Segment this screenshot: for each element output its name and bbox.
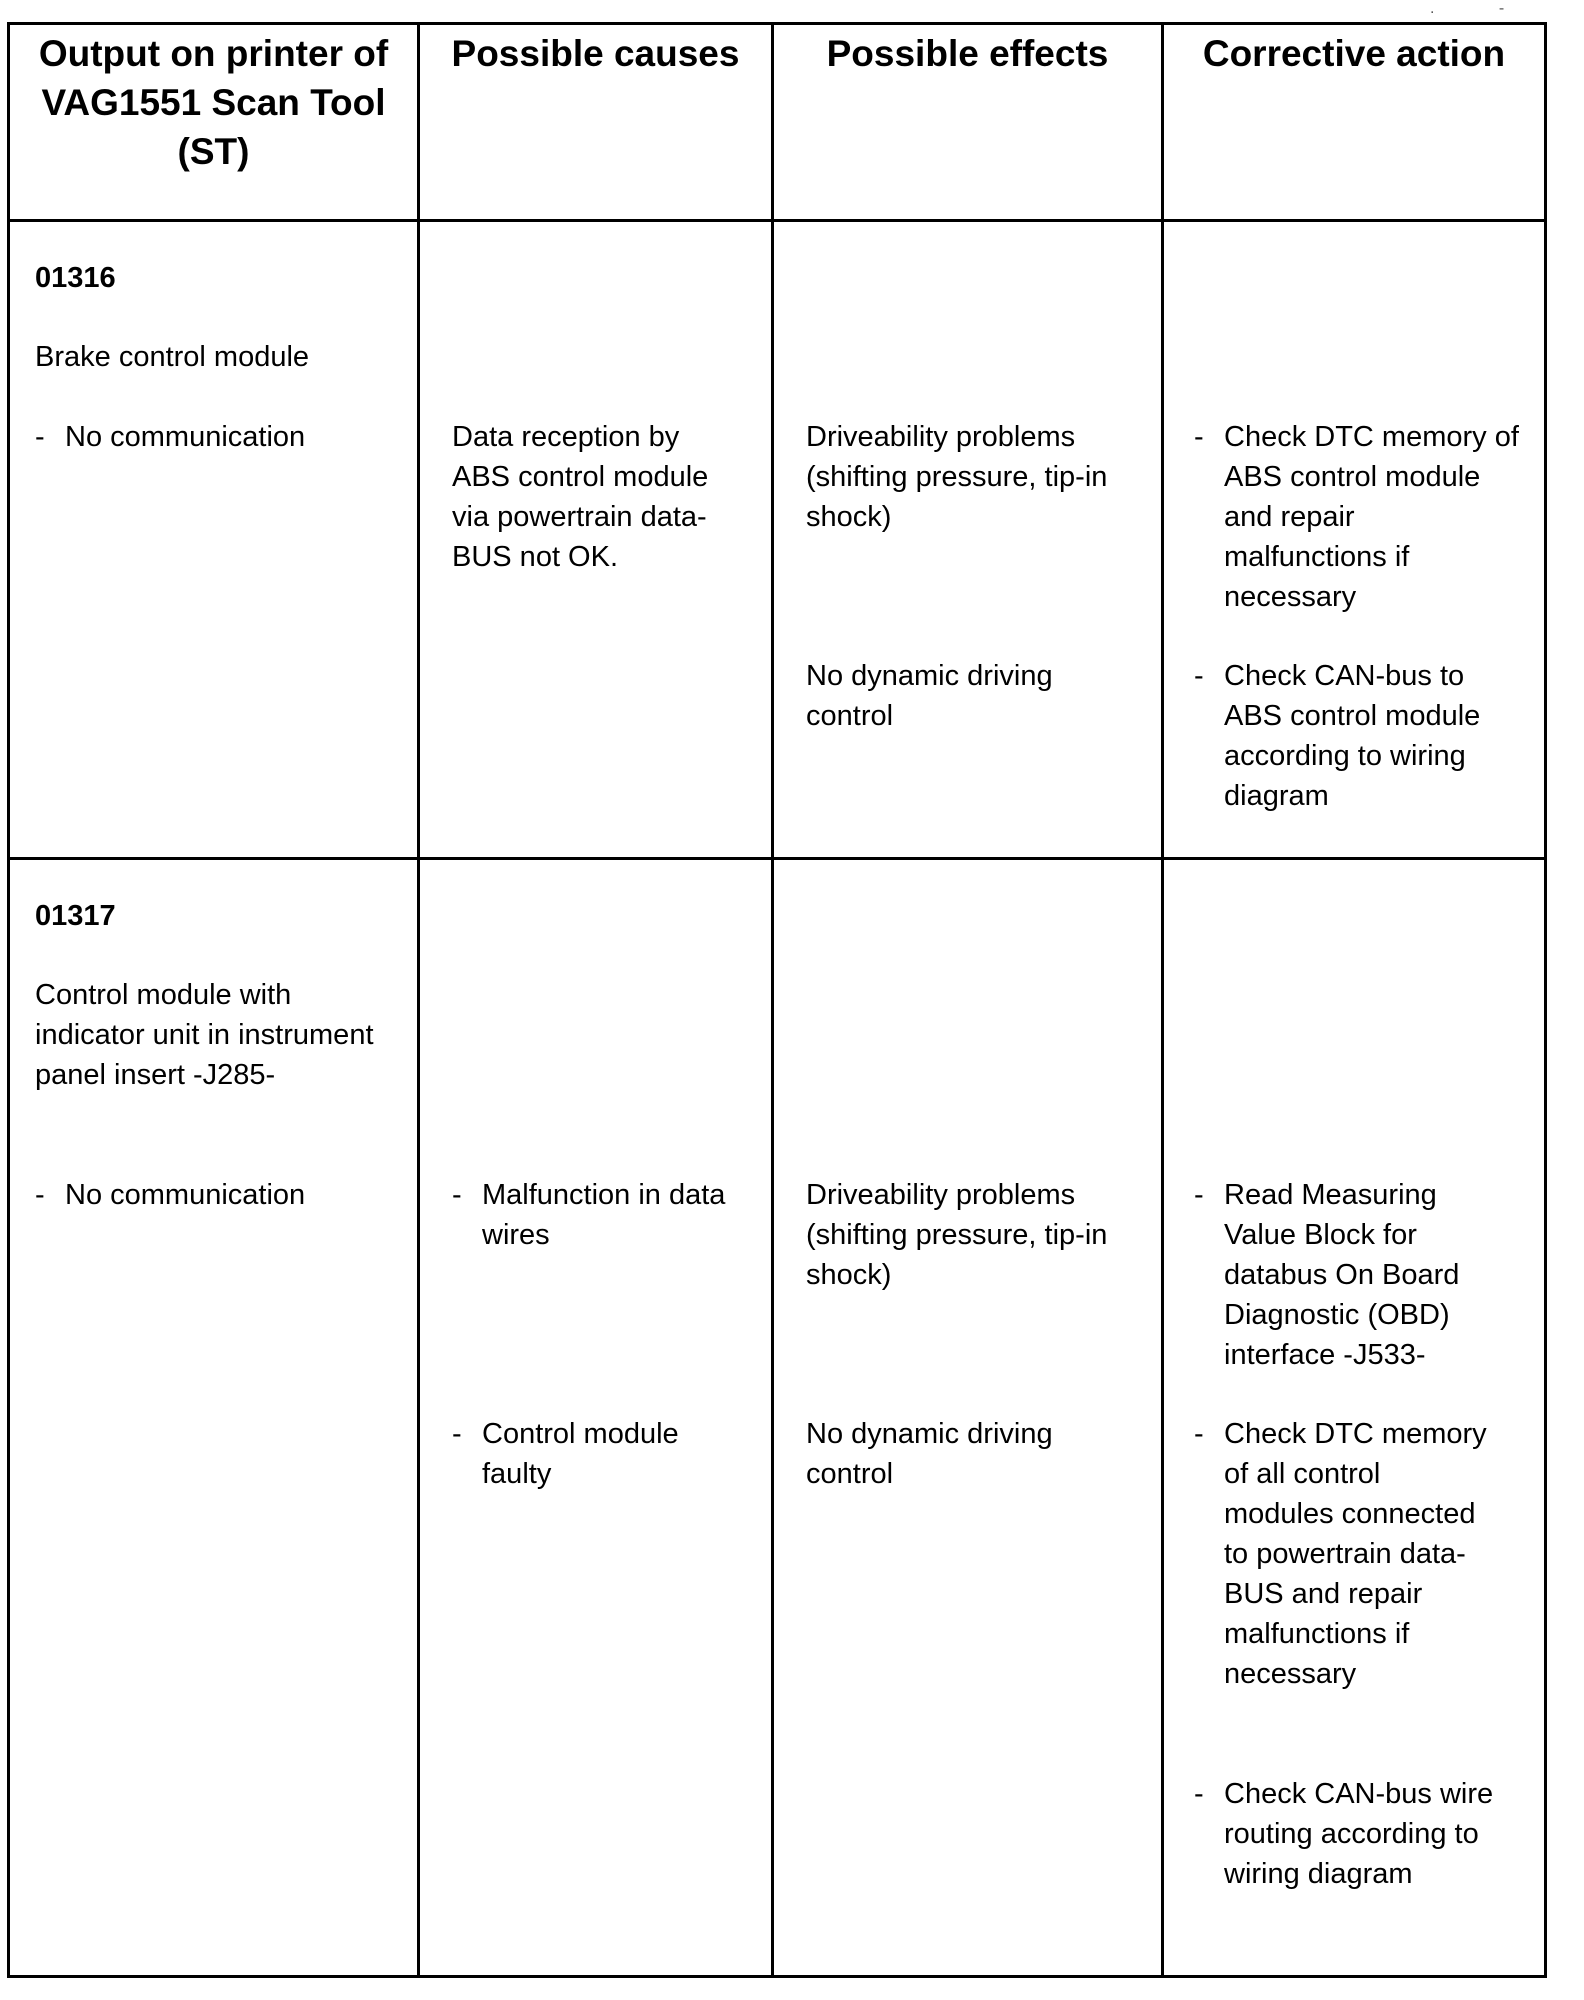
status-item: - No communication xyxy=(35,421,306,453)
output-cell xyxy=(9,859,419,1977)
table-row xyxy=(9,221,1546,859)
action-item: - Check CAN-bus wire routing according to wiring diagram xyxy=(1194,1778,1494,1891)
component-name: Control module with indicator unit in instrument panel insert -J285- xyxy=(35,979,374,1092)
actions-cell xyxy=(1163,221,1546,859)
effect-text: Driveability problems (shifting pressure, tip-in shock) xyxy=(806,421,1108,533)
fault-code: 01316 xyxy=(35,262,116,294)
action-item: - Read Measuring Value Block for databus On Board Diagnostic (OBD) interface -J533- xyxy=(1194,1179,1460,1372)
component-name: Brake control module xyxy=(35,341,310,373)
causes-cell xyxy=(419,859,773,1977)
header-effects: Possible effects xyxy=(773,24,1163,221)
action-item: - Check DTC memory of all control modules connected to powertrain data-BUS and repair malfunctions if necessary xyxy=(1194,1418,1487,1691)
action-item: - Check DTC memory of ABS control module and repair malfunctions if necessary xyxy=(1194,421,1519,613)
header-actions: Corrective action xyxy=(1163,24,1546,221)
diagnostic-table xyxy=(7,22,1547,1978)
actions-cell xyxy=(1163,859,1546,1977)
header-output: Output on printer of VAG1551 Scan Tool (ST) xyxy=(9,24,419,221)
table-row xyxy=(9,859,1546,1977)
cause-text: Data reception by ABS control module via powertrain data-BUS not OK. xyxy=(452,421,709,573)
effect-text: No dynamic driving control xyxy=(806,660,1053,732)
causes-cell xyxy=(419,221,773,859)
table-header-row xyxy=(9,24,1546,221)
header-causes: Possible causes xyxy=(419,24,773,221)
effect-text: Driveability problems (shifting pressure, tip-in shock) xyxy=(806,1179,1108,1292)
cause-item: - Malfunction in data wires xyxy=(452,1179,726,1252)
corner-marks: . - xyxy=(1430,0,1535,17)
output-cell xyxy=(9,221,419,859)
cause-item: - Control module faulty xyxy=(452,1418,679,1491)
effect-text: No dynamic driving control xyxy=(806,1418,1053,1491)
action-item: - Check CAN-bus to ABS control module according to wiring diagram xyxy=(1194,660,1481,812)
effects-cell xyxy=(773,859,1163,1977)
fault-code: 01317 xyxy=(35,900,116,933)
effects-cell xyxy=(773,221,1163,859)
status-item: - No communication xyxy=(35,1179,306,1212)
